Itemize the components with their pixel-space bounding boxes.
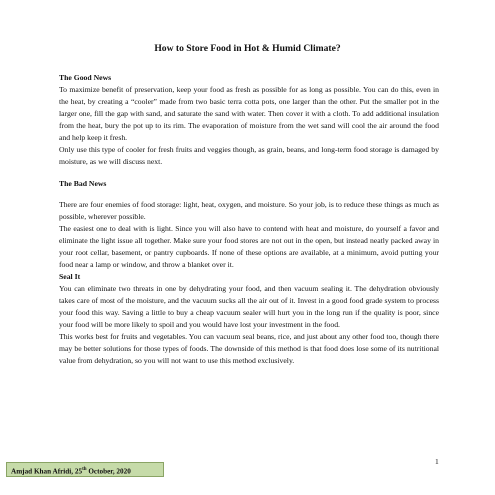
footer-author-box bbox=[6, 462, 164, 477]
bad-news-paragraph-1: There are four enemies of food storage: light, heat, oxygen, and moisture. So your job, is to reduce these things as much as possible, wherever possible. bbox=[59, 200, 439, 222]
seal-it-paragraph-1: You can eliminate two threats in one by dehydrating your food, and then vacuum sealing it. The dehydration obviously takes care of most of the moisture, and the vacuum sucks all the air out of it. Invest in a good food grade system to process your food this way. Saving a little to buy a cheap vacuum sealer will hurt you in the long run if the quality is poor, since your food will be more likely to spoil and you would have lost your investment in the food. bbox=[59, 284, 439, 329]
heading-bad-news: The Bad News bbox=[59, 178, 107, 188]
bad-news-paragraph-2: The easiest one to deal with is light. Since you will also have to contend with heat and moisture, do yourself a favor and eliminate the light issue all together. Make sure your food stores are not out in the open, but instead neatly packed away in your root cellar, basement, or pantry cupboards. If none of these options are available, at a minimum, avoid putting your food near a lamp or window, and throw a blanket over it. bbox=[59, 224, 439, 270]
good-news-paragraph-1: To maximize benefit of preservation, keep your food as fresh as possible for as long as possible. You can do this, even in the heat, by creating a “cooler” made from two basic terra cotta pots, one larger than the other. Put the smaller pot in the larger one, fill the gap with sand, and saturate the sand with water. Then cover it with a cloth. To add additional insulation from the heat, bury the pot up to its rim. The evaporation of moisture from the wet sand will cool the air around the food and help keep it fresh. bbox=[59, 84, 439, 142]
footer-date-suffix: th bbox=[82, 467, 87, 472]
heading-seal-it: Seal It bbox=[59, 272, 81, 282]
page-title: How to Store Food in Hot & Humid Climate? bbox=[154, 43, 341, 54]
footer-date: October, 2020 bbox=[86, 467, 131, 476]
page-number: 1 bbox=[435, 457, 439, 466]
seal-it-paragraph-2: This works best for fruits and vegetables. You can vacuum seal beans, rice, and just about any other food too, though there may be better solutions for those types of foods. The downside of this method is that food does lose some of its nutritional value from dehydration, so you will not want to use this method exclusively. bbox=[59, 331, 439, 365]
footer-author: Amjad Khan Afridi, 25 bbox=[11, 467, 83, 476]
heading-good-news: The Good News bbox=[59, 73, 112, 82]
good-news-paragraph-2: Only use this type of cooler for fresh fruits and veggies though, as grain, beans, and long-term food storage is damaged by moisture, as we will discuss next. bbox=[59, 144, 439, 166]
document-body bbox=[59, 72, 439, 367]
